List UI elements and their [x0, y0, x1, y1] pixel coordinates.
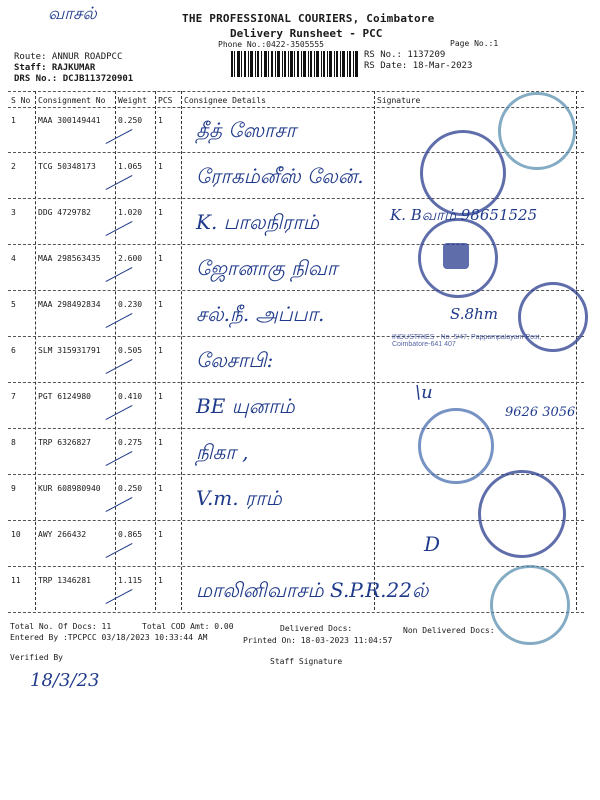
handwritten-note: வாசல்: [48, 4, 97, 24]
row-consignee-handwriting: நிகா ,: [196, 440, 249, 464]
row-consignment-number: TCG 50348173: [38, 162, 96, 171]
check-tick: [106, 313, 133, 328]
row-consignee-handwriting: BE யுனாம்: [196, 394, 295, 418]
row-pieces: 1: [158, 484, 163, 493]
row-serial-number: 1: [11, 116, 16, 125]
row-consignment-number: MAA 298563435: [38, 254, 101, 263]
total-cod: Total COD Amt: 0.00: [142, 622, 234, 631]
row-serial-number: 2: [11, 162, 16, 171]
row-consignment-number: PGT 6124980: [38, 392, 91, 401]
row-pieces: 1: [158, 254, 163, 263]
check-tick: [106, 497, 133, 512]
entered-by: Entered By :TPCPCC 03/18/2023 10:33:44 AM: [10, 633, 208, 642]
row-weight: 1.065: [118, 162, 143, 171]
check-tick: [106, 451, 133, 466]
company-stamp: [478, 470, 566, 558]
column-header-weight: Weight: [118, 96, 147, 105]
check-tick: [106, 175, 133, 190]
row-weight: 0.865: [118, 530, 143, 539]
row-pieces: 1: [158, 300, 163, 309]
column-header-consignee: Consignee Details: [184, 96, 266, 105]
row-weight: 0.230: [118, 300, 143, 309]
verified-by-label: Verified By: [10, 653, 63, 662]
row-consignee-handwriting: லேசாபி:: [196, 348, 274, 372]
company-stamp: [418, 218, 498, 298]
check-tick: [106, 129, 133, 144]
row-serial-number: 4: [11, 254, 16, 263]
check-tick: [106, 267, 133, 282]
verified-signature: 18/3/23: [30, 670, 100, 691]
row-consignment-number: DDG 4729782: [38, 208, 91, 217]
check-tick: [106, 359, 133, 374]
rs-number: RS No.: 1137209: [364, 50, 446, 60]
row-serial-number: 10: [11, 530, 21, 539]
row-consignee-handwriting: ரோகம்னீஸ் லேன்.: [196, 164, 364, 188]
check-tick: [106, 589, 133, 604]
row-weight: 0.250: [118, 116, 143, 125]
row-divider: [8, 474, 584, 475]
document-title: Delivery Runsheet - PCC: [230, 27, 383, 40]
row-divider: [8, 566, 584, 567]
staff-label: Staff: RAJKUMAR: [14, 63, 96, 73]
row-pieces: 1: [158, 162, 163, 171]
company-stamp: [498, 92, 576, 170]
row-divider: [8, 290, 584, 291]
column-divider: [155, 91, 156, 610]
column-divider: [115, 91, 116, 610]
check-tick: [106, 221, 133, 236]
delivered-docs: Delivered Docs:: [280, 624, 353, 633]
row-weight: 2.600: [118, 254, 143, 263]
row-consignee-handwriting: மாலினிவாசம் S.P.R.22ல்: [196, 578, 429, 602]
company-stamp: [418, 408, 494, 484]
row-serial-number: 6: [11, 346, 16, 355]
row-consignment-number: TRP 6326827: [38, 438, 91, 447]
handwritten-signature: 9626 3056: [505, 405, 576, 420]
column-divider: [374, 91, 375, 610]
handwritten-signature: K. Bவாம் 98651525: [390, 206, 538, 224]
company-stamp-text: INDUSTRIES · No. 5/47, Pappampalayam Post, Coimbatore-641 407: [392, 334, 542, 348]
rs-date: RS Date: 18-Mar-2023: [364, 61, 473, 71]
row-pieces: 1: [158, 116, 163, 125]
row-consignee-handwriting: சல்.நீ. அப்பா.: [196, 302, 325, 326]
row-divider: [8, 428, 584, 429]
column-header-pcs: PCS: [158, 96, 173, 105]
column-header-sno: S No: [11, 96, 31, 105]
row-serial-number: 5: [11, 300, 16, 309]
row-weight: 0.275: [118, 438, 143, 447]
phone-number: Phone No.:0422-3505555: [218, 40, 324, 49]
staff-signature-label: Staff Signature: [270, 657, 343, 666]
total-docs: Total No. Of Docs: 11: [10, 622, 112, 631]
row-weight: 0.410: [118, 392, 143, 401]
row-weight: 1.020: [118, 208, 143, 217]
table-top-rule: [8, 91, 584, 92]
column-header-signature: Signature: [377, 96, 421, 105]
row-consignee-handwriting: V.m. ராம்: [196, 486, 282, 510]
drs-number: DRS No.: DCJB113720901: [14, 74, 134, 84]
row-consignment-number: MAA 298492834: [38, 300, 101, 309]
row-serial-number: 3: [11, 208, 16, 217]
handwritten-signature: D: [424, 532, 441, 556]
row-consignee-handwriting: K. பாலநிராம்: [196, 210, 320, 234]
row-divider: [8, 244, 584, 245]
company-name: THE PROFESSIONAL COURIERS, Coimbatore: [182, 12, 435, 25]
page-number: Page No.:1: [450, 39, 499, 48]
column-divider: [576, 91, 577, 610]
non-delivered-docs: Non Delivered Docs:: [403, 626, 495, 635]
handwritten-signature: S.8hm: [450, 305, 498, 323]
row-consignment-number: TRP 1346281: [38, 576, 91, 585]
row-pieces: 1: [158, 208, 163, 217]
row-consignment-number: KUR 608980940: [38, 484, 101, 493]
row-divider: [8, 382, 584, 383]
route-label: Route: ANNUR ROADPCC: [14, 52, 123, 62]
check-tick: [106, 405, 133, 420]
barcode: [231, 51, 359, 77]
row-serial-number: 7: [11, 392, 16, 401]
row-pieces: 1: [158, 576, 163, 585]
row-serial-number: 11: [11, 576, 21, 585]
row-consignee-handwriting: தீத் ஸோசா: [196, 118, 297, 142]
row-consignee-handwriting: ஜோனாகு நிவா: [196, 256, 338, 280]
column-divider: [35, 91, 36, 610]
row-pieces: 1: [158, 438, 163, 447]
row-consignment-number: MAA 300149441: [38, 116, 101, 125]
column-header-consignment: Consignment No: [38, 96, 106, 105]
row-weight: 0.250: [118, 484, 143, 493]
table-header-rule: [8, 107, 584, 108]
row-consignment-number: AWY 266432: [38, 530, 87, 539]
row-weight: 0.505: [118, 346, 143, 355]
handwritten-signature: \u: [415, 382, 433, 403]
check-tick: [106, 543, 133, 558]
column-divider: [181, 91, 182, 610]
row-weight: 1.115: [118, 576, 143, 585]
printed-on: Printed On: 18-03-2023 11:04:57: [243, 636, 393, 645]
row-pieces: 1: [158, 346, 163, 355]
row-consignment-number: SLM 315931791: [38, 346, 101, 355]
row-serial-number: 8: [11, 438, 16, 447]
company-stamp: [420, 130, 506, 216]
row-pieces: 1: [158, 392, 163, 401]
row-serial-number: 9: [11, 484, 16, 493]
company-stamp: [490, 565, 570, 645]
row-pieces: 1: [158, 530, 163, 539]
